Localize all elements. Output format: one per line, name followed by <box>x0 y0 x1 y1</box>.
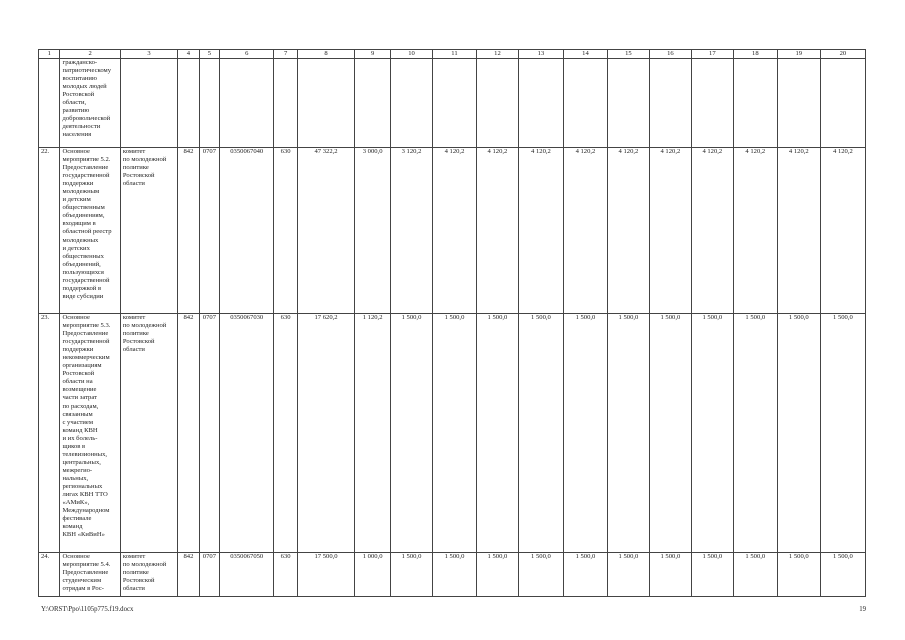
header-cell: 14 <box>563 50 607 59</box>
section-code-cell: 0707 <box>199 553 219 597</box>
amount-cell: 4 120,2 <box>607 148 649 314</box>
executor-cell: комитет по молодежной политике Ростовской области <box>120 314 177 553</box>
amount-cell: 1 500,0 <box>649 314 691 553</box>
row-number-cell: 24. <box>39 553 60 597</box>
data-cell <box>649 59 691 148</box>
ministry-code-cell: 842 <box>178 148 199 314</box>
header-cell: 7 <box>274 50 298 59</box>
amount-cell: 1 000,0 <box>355 553 391 597</box>
amount-cell: 1 500,0 <box>607 553 649 597</box>
amount-cell: 3 000,0 <box>355 148 391 314</box>
page-number: 19 <box>859 606 866 613</box>
target-article-cell: 0350067030 <box>220 314 274 553</box>
expense-type-cell: 630 <box>274 553 298 597</box>
header-cell: 11 <box>432 50 476 59</box>
data-cell <box>199 59 219 148</box>
header-cell: 1 <box>39 50 60 59</box>
header-cell: 19 <box>777 50 820 59</box>
data-cell <box>274 59 298 148</box>
section-code-cell: 0707 <box>199 314 219 553</box>
amount-cell: 4 120,2 <box>432 148 476 314</box>
amount-cell: 4 120,2 <box>733 148 777 314</box>
data-cell <box>476 59 518 148</box>
total-amount-cell: 17 620,2 <box>297 314 354 553</box>
amount-cell: 1 500,0 <box>476 553 518 597</box>
table-row <box>39 148 866 314</box>
amount-cell: 1 500,0 <box>518 314 563 553</box>
amount-cell: 1 500,0 <box>820 314 865 553</box>
amount-cell: 1 500,0 <box>691 553 733 597</box>
header-cell: 15 <box>607 50 649 59</box>
amount-cell: 1 500,0 <box>432 553 476 597</box>
expense-type-cell: 630 <box>274 148 298 314</box>
amount-cell: 4 120,2 <box>649 148 691 314</box>
amount-cell: 1 500,0 <box>391 553 433 597</box>
amount-cell: 1 500,0 <box>820 553 865 597</box>
amount-cell: 1 500,0 <box>432 314 476 553</box>
target-article-cell: 0350067040 <box>220 148 274 314</box>
amount-cell: 1 500,0 <box>518 553 563 597</box>
amount-cell: 1 500,0 <box>563 553 607 597</box>
header-cell: 13 <box>518 50 563 59</box>
amount-cell: 1 500,0 <box>607 314 649 553</box>
header-cell: 12 <box>476 50 518 59</box>
amount-cell: 4 120,2 <box>820 148 865 314</box>
amount-cell: 4 120,2 <box>691 148 733 314</box>
amount-cell: 1 500,0 <box>563 314 607 553</box>
total-amount-cell: 17 500,0 <box>297 553 354 597</box>
data-cell <box>220 59 274 148</box>
header-cell: 2 <box>60 50 120 59</box>
header-cell: 17 <box>691 50 733 59</box>
budget-table <box>38 49 866 597</box>
header-cell: 6 <box>220 50 274 59</box>
data-cell <box>432 59 476 148</box>
amount-cell: 4 120,2 <box>476 148 518 314</box>
data-cell <box>691 59 733 148</box>
data-cell <box>391 59 433 148</box>
header-cell: 5 <box>199 50 219 59</box>
amount-cell: 4 120,2 <box>563 148 607 314</box>
executor-cell: комитет по молодежной политике Ростовской области <box>120 148 177 314</box>
column-number-header-row <box>39 50 866 59</box>
executor-cell <box>120 59 177 148</box>
data-cell <box>518 59 563 148</box>
data-cell <box>297 59 354 148</box>
amount-cell: 1 500,0 <box>476 314 518 553</box>
row-number-cell: 22. <box>39 148 60 314</box>
header-cell: 18 <box>733 50 777 59</box>
header-cell: 4 <box>178 50 199 59</box>
amount-cell: 1 500,0 <box>391 314 433 553</box>
data-cell <box>607 59 649 148</box>
activity-name-cell: Основное мероприятие 5.3. Предоставление государственной поддержки некоммерческим организациям Ростовской области на возмещение части затрат по расходам, связанным с участием команд КВН и их болель- щиков в телевизионных, центральных, межрегио- нальных, региональных лигах КВН ТТО «АМиК», Международном фестивале команд КВН «КиВиН» <box>60 314 120 553</box>
amount-cell: 4 120,2 <box>518 148 563 314</box>
header-cell: 9 <box>355 50 391 59</box>
target-article-cell: 0350067050 <box>220 553 274 597</box>
data-cell <box>563 59 607 148</box>
section-code-cell: 0707 <box>199 148 219 314</box>
activity-name-cell: Основное мероприятие 5.2. Предоставление государственной поддержки молодежным и детским общественным объединениям, входящим в областной реестр молодежных и детских общественных объединений, пользующихся государственной поддержкой в виде субсидии <box>60 148 120 314</box>
header-cell: 16 <box>649 50 691 59</box>
amount-cell: 3 120,2 <box>391 148 433 314</box>
amount-cell: 1 500,0 <box>777 553 820 597</box>
ministry-code-cell: 842 <box>178 553 199 597</box>
amount-cell: 1 500,0 <box>733 314 777 553</box>
document-page <box>38 49 866 597</box>
activity-name-cell: гражданско- патриотическому воспитанию молодых людей Ростовской области, развитию добровольческой деятельности населения <box>60 59 120 148</box>
header-cell: 3 <box>120 50 177 59</box>
amount-cell: 1 500,0 <box>649 553 691 597</box>
data-cell <box>820 59 865 148</box>
header-cell: 8 <box>297 50 354 59</box>
table-row <box>39 553 866 597</box>
table-row <box>39 314 866 553</box>
total-amount-cell: 47 322,2 <box>297 148 354 314</box>
header-cell: 10 <box>391 50 433 59</box>
amount-cell: 1 500,0 <box>733 553 777 597</box>
expense-type-cell: 630 <box>274 314 298 553</box>
ministry-code-cell: 842 <box>178 314 199 553</box>
data-cell <box>178 59 199 148</box>
amount-cell: 1 120,2 <box>355 314 391 553</box>
data-cell <box>777 59 820 148</box>
file-path: Y:\ORST\Ppo\1105p775.f19.docx <box>41 606 134 613</box>
amount-cell: 1 500,0 <box>777 314 820 553</box>
data-cell <box>355 59 391 148</box>
header-cell: 20 <box>820 50 865 59</box>
row-number-cell: 23. <box>39 314 60 553</box>
executor-cell: комитет по молодежной политике Ростовской области <box>120 553 177 597</box>
activity-name-cell: Основное мероприятие 5.4. Предоставление студенческим отрядам в Рос- <box>60 553 120 597</box>
amount-cell: 4 120,2 <box>777 148 820 314</box>
data-cell <box>733 59 777 148</box>
row-number-cell <box>39 59 60 148</box>
amount-cell: 1 500,0 <box>691 314 733 553</box>
table-row-continuation <box>39 59 866 148</box>
